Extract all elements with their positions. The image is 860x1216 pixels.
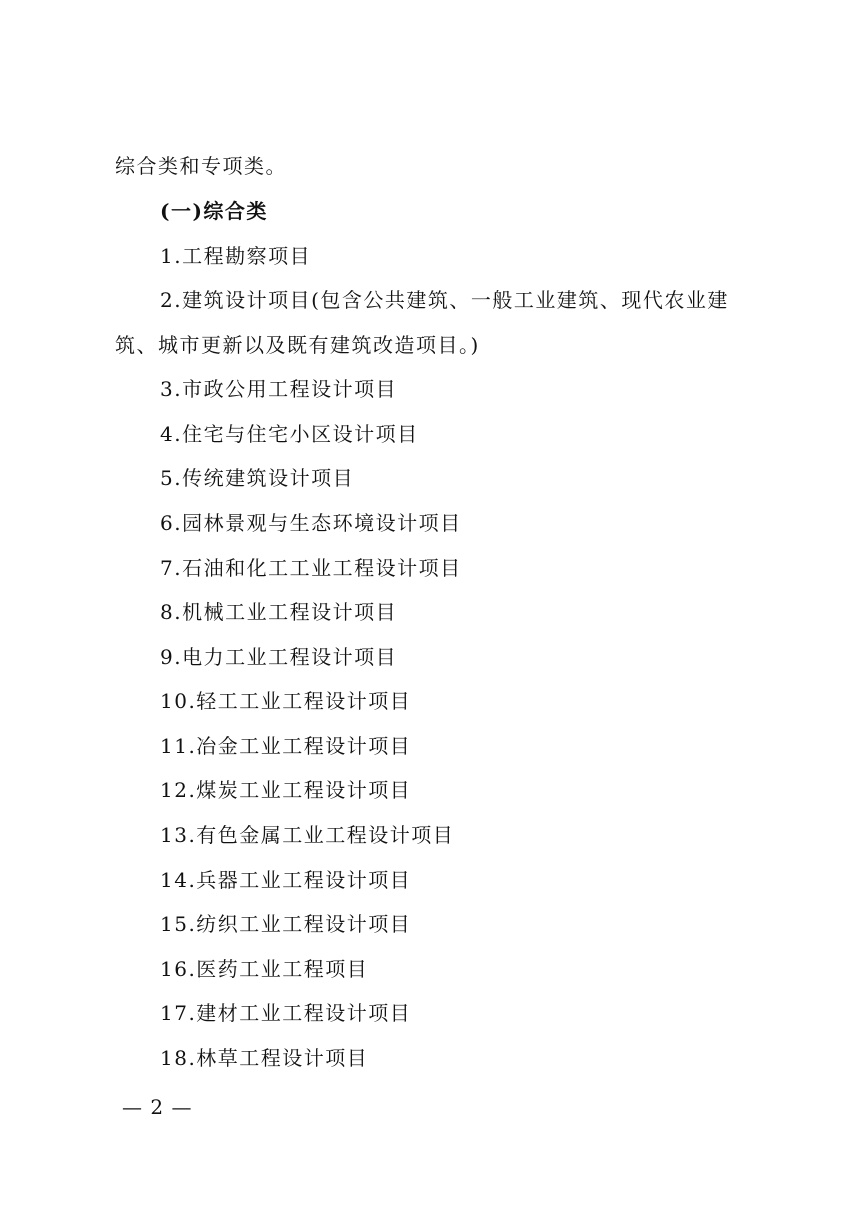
list-item-continuation: 筑、城市更新以及既有建筑改造项目。) — [115, 333, 480, 357]
list-item: 14.兵器工业工程设计项目 — [160, 868, 412, 892]
intro-text: 综合类和专项类。 — [115, 154, 287, 178]
list-item: 10.轻工工业工程设计项目 — [160, 689, 412, 713]
list-item: 17.建材工业工程设计项目 — [160, 1001, 412, 1025]
list-item: 12.煤炭工业工程设计项目 — [160, 778, 412, 802]
list-item: 8.机械工业工程设计项目 — [160, 600, 398, 624]
list-item: 2.建筑设计项目(包含公共建筑、一般工业建筑、现代农业建 — [160, 288, 729, 312]
list-item: 13.有色金属工业工程设计项目 — [160, 823, 455, 847]
page-number: — 2 — — [122, 1095, 193, 1119]
list-item: 7.石油和化工工业工程设计项目 — [160, 556, 462, 580]
section-heading: (一)综合类 — [160, 199, 268, 223]
list-item: 1.工程勘察项目 — [160, 244, 312, 268]
list-item: 6.园林景观与生态环境设计项目 — [160, 511, 462, 535]
list-item: 5.传统建筑设计项目 — [160, 466, 355, 490]
list-item: 18.林草工程设计项目 — [160, 1046, 369, 1070]
list-item: 16.医药工业工程项目 — [160, 957, 369, 981]
list-item: 9.电力工业工程设计项目 — [160, 645, 398, 669]
list-item: 3.市政公用工程设计项目 — [160, 377, 398, 401]
list-item: 4.住宅与住宅小区设计项目 — [160, 422, 419, 446]
list-item: 15.纺织工业工程设计项目 — [160, 912, 412, 936]
list-item: 11.冶金工业工程设计项目 — [160, 734, 412, 758]
